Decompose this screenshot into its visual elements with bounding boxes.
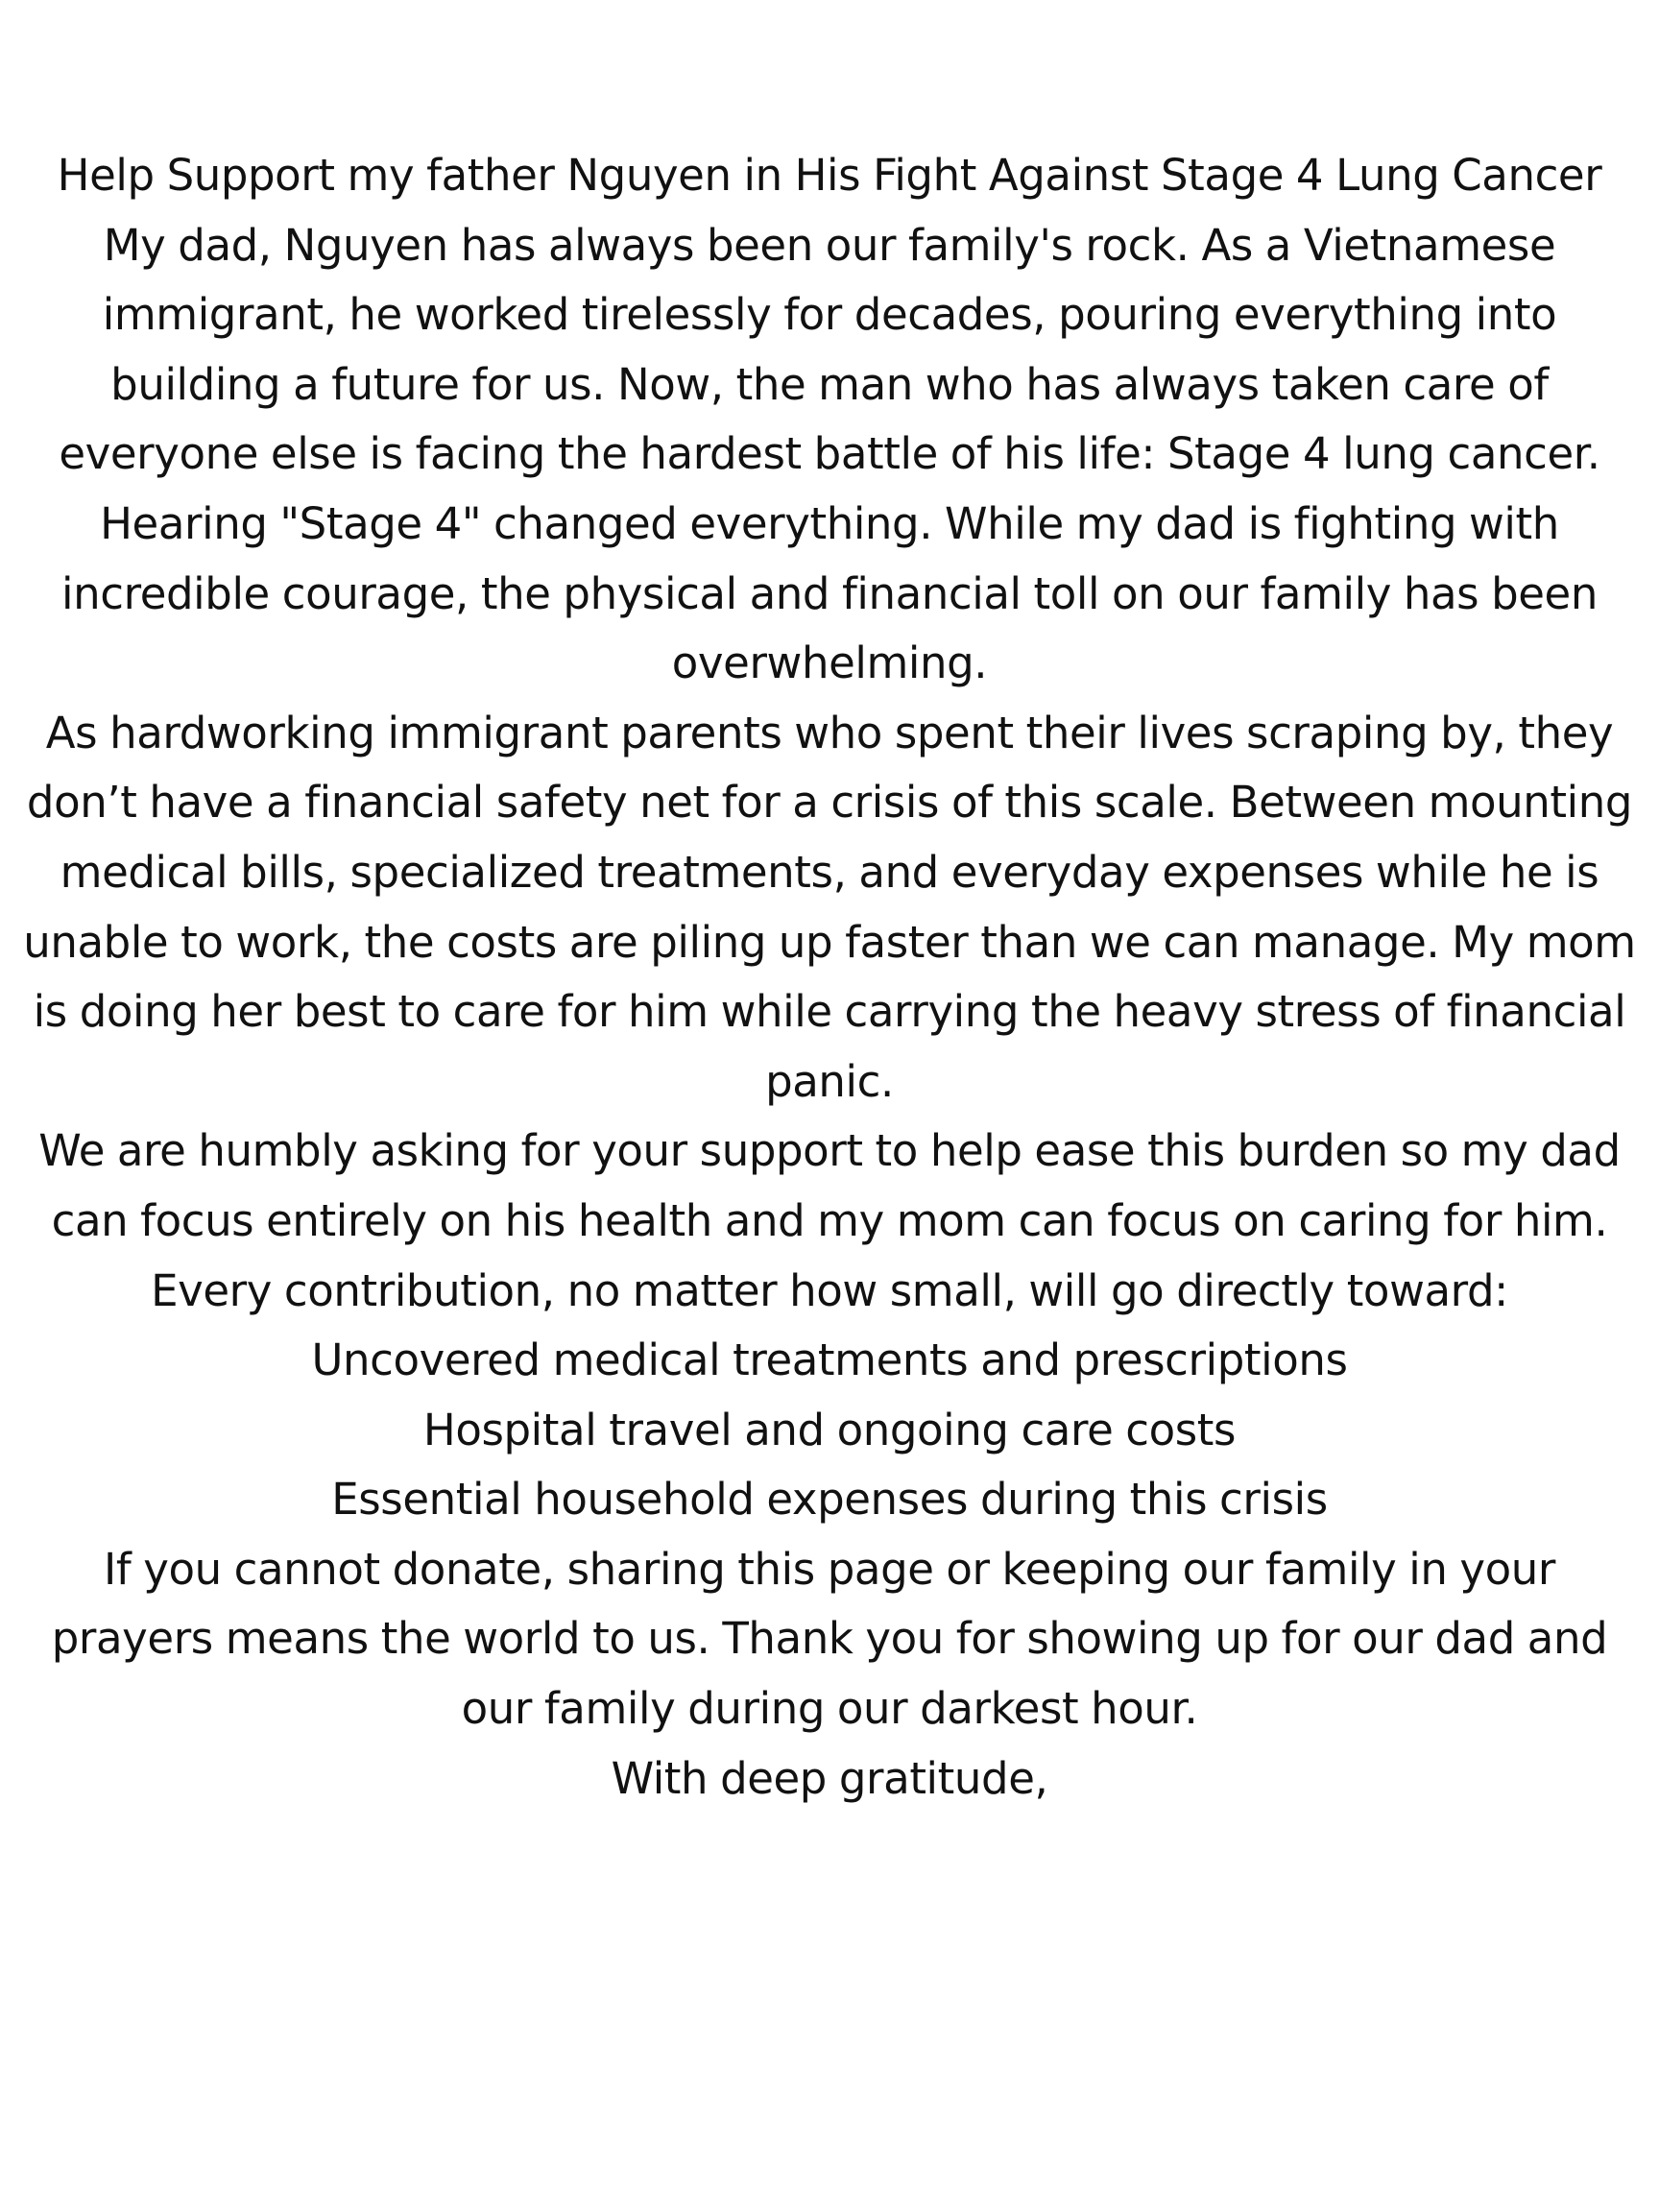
- paragraph-financial-situation: As hardworking immigrant parents who spent their lives scraping by, they don’t have a financial safety net for a crisis of this scale. Between mounting medical bills, specialized treatments, and everyday expenses while he is unable to work, the costs are piling up faster than we can manage. My mom is doing her best to care for him while carrying the heavy stress of financial panic.: [23, 707, 1636, 1107]
- document-body: [19, 141, 1640, 1814]
- paragraph-closing: If you cannot donate, sharing this page or keeping our family in your prayers means the world to us. Thank you for showing up for our dad and our family during our darkest hour.: [51, 1543, 1608, 1735]
- document-title: Help Support my father Nguyen in His Fight Against Stage 4 Lung Cancer: [57, 150, 1602, 201]
- list-item-medical: Uncovered medical treatments and prescriptions: [311, 1334, 1348, 1386]
- paragraph-request: We are humbly asking for your support to help ease this burden so my dad can focus entirely on his health and my mom can focus on caring for him.: [38, 1125, 1621, 1246]
- paragraph-contribution-intro: Every contribution, no matter how small, will go directly toward:: [151, 1264, 1508, 1316]
- paragraph-intro: My dad, Nguyen has always been our family's rock. As a Vietnamese immigrant, he worked tirelessly for decades, pouring everything into building a future for us. Now, the man who has always taken care of everyone else is facing the hardest battle of his life: Stage 4 lung cancer.: [59, 219, 1600, 480]
- paragraph-diagnosis: Hearing "Stage 4" changed everything. While my dad is fighting with incredible courage, the physical and financial toll on our family has been overwhelming.: [61, 497, 1598, 689]
- list-item-travel: Hospital travel and ongoing care costs: [422, 1404, 1237, 1455]
- sign-off: With deep gratitude,: [611, 1752, 1048, 1804]
- contribution-list: [19, 1326, 1640, 1535]
- list-item-household: Essential household expenses during this crisis: [331, 1474, 1328, 1526]
